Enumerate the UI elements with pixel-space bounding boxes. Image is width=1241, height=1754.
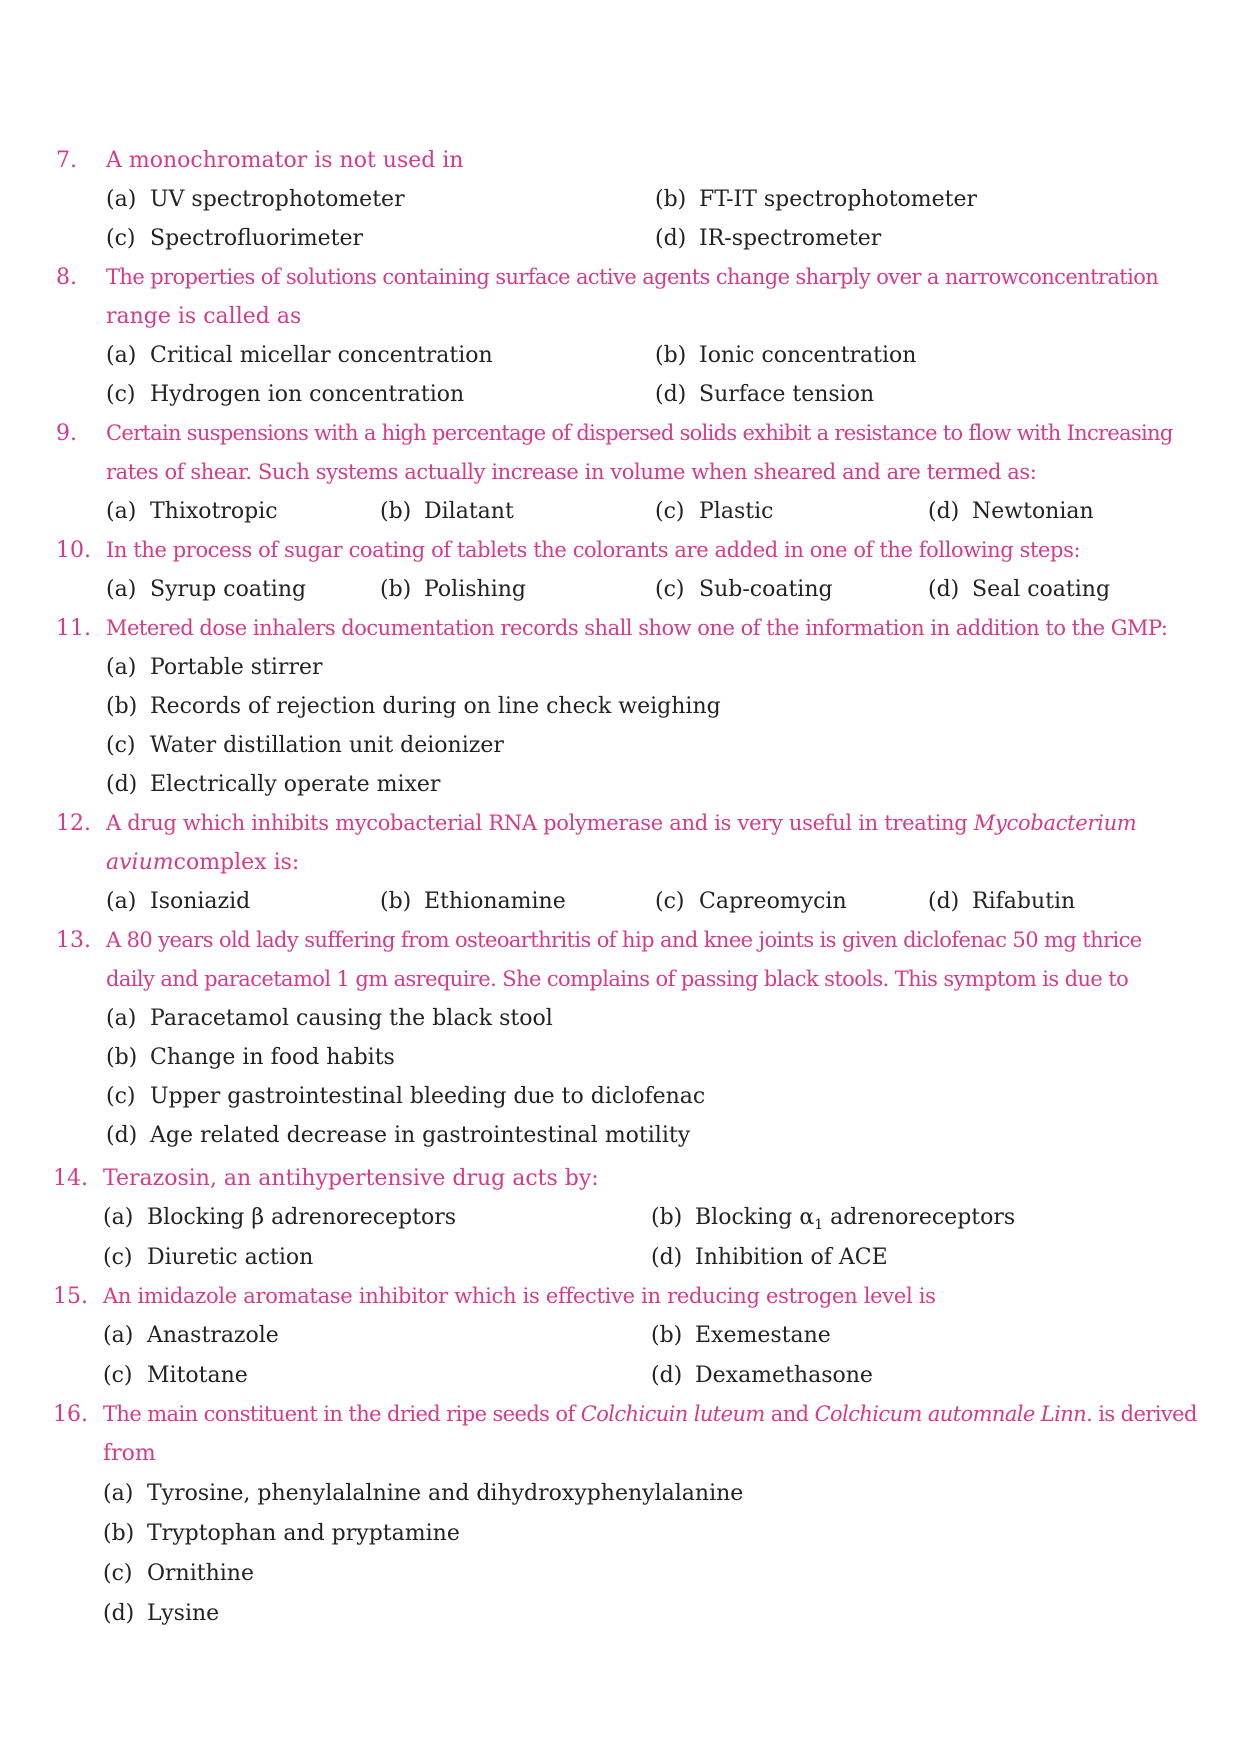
question-13-text-line2: daily and paracetamol 1 gm asrequire. She complains of passing black stools. This symptom is due to xyxy=(106,967,1129,991)
q9-option-a: (a) Thixotropic xyxy=(106,499,278,524)
question-14-text: Terazosin, an antihypertensive drug acts by: xyxy=(103,1166,599,1191)
q16-option-b: (b) Tryptophan and pryptamine xyxy=(103,1521,460,1546)
question-15-number: 15. xyxy=(53,1284,88,1309)
question-11-text: Metered dose inhalers documentation records shall show one of the information in addition to the GMP: xyxy=(106,616,1168,640)
question-12-text-line2: aviumcomplex is: xyxy=(106,850,300,875)
question-8-number: 8. xyxy=(56,265,77,290)
q14-option-c: (c) Diuretic action xyxy=(103,1245,314,1270)
q8-option-d: (d) Surface tension xyxy=(655,382,875,407)
question-11-number: 11. xyxy=(56,616,91,641)
q9-option-c: (c) Plastic xyxy=(655,499,774,524)
q14-option-b: (b) Blocking $\alpha_1$ adrenoreceptors xyxy=(651,1205,1016,1233)
question-16-number: 16. xyxy=(53,1402,88,1427)
q15-option-b: (b) Exemestane xyxy=(651,1323,831,1348)
q13-option-c: (c) Upper gastrointestinal bleeding due to diclofenac xyxy=(106,1084,706,1109)
q10-option-c: (c) Sub-coating xyxy=(655,577,833,602)
q11-option-a: (a) Portable stirrer xyxy=(106,655,323,680)
q7-option-a: (a) UV spectrophotometer xyxy=(106,187,405,212)
question-8-text-line1: The properties of solutions containing surface active agents change sharply over a narrowconcentration xyxy=(106,265,1159,289)
question-12-text-line1: A drug which inhibits mycobacterial RNA polymerase and is very useful in treating Mycobacterium xyxy=(106,811,1137,835)
q13-option-b: (b) Change in food habits xyxy=(106,1045,395,1070)
question-14-number: 14. xyxy=(53,1166,88,1191)
q12-option-a: (a) Isoniazid xyxy=(106,889,251,914)
question-8-text-line2: range is called as xyxy=(106,304,302,329)
q11-option-d: (d) Electrically operate mixer xyxy=(106,772,441,797)
question-13-number: 13. xyxy=(56,928,91,953)
q7-option-d: (d) IR-spectrometer xyxy=(655,226,882,251)
q10-option-d: (d) Seal coating xyxy=(928,577,1111,602)
q11-option-b: (b) Records of rejection during on line check weighing xyxy=(106,694,721,719)
question-7-number: 7. xyxy=(56,148,77,173)
q7-option-b: (b) FT-IT spectrophotometer xyxy=(655,187,978,212)
q8-option-b: (b) Ionic concentration xyxy=(655,343,917,368)
q14-option-d: (d) Inhibition of ACE xyxy=(651,1245,888,1270)
question-12-number: 12. xyxy=(56,811,91,836)
q16-option-d: (d) Lysine xyxy=(103,1601,220,1626)
question-13-text-line1: A 80 years old lady suffering from osteoarthritis of hip and knee joints is given diclofenac 50 mg thrice xyxy=(106,928,1142,952)
question-10-number: 10. xyxy=(56,538,91,563)
question-16-text-line2: from xyxy=(103,1441,156,1466)
q14-option-a: (a) Blocking β adrenoreceptors xyxy=(103,1205,457,1230)
question-10-text: In the process of sugar coating of tablets the colorants are added in one of the following steps: xyxy=(106,538,1081,562)
q11-option-c: (c) Water distillation unit deionizer xyxy=(106,733,504,758)
q15-option-a: (a) Anastrazole xyxy=(103,1323,279,1348)
q12-option-d: (d) Rifabutin xyxy=(928,889,1076,914)
q12-option-b: (b) Ethionamine xyxy=(380,889,566,914)
q15-option-d: (d) Dexamethasone xyxy=(651,1363,873,1388)
q10-option-a: (a) Syrup coating xyxy=(106,577,307,602)
q9-option-b: (b) Dilatant xyxy=(380,499,514,524)
q8-option-a: (a) Critical micellar concentration xyxy=(106,343,493,368)
q12-option-c: (c) Capreomycin xyxy=(655,889,847,914)
q9-option-d: (d) Newtonian xyxy=(928,499,1094,524)
question-15-text: An imidazole aromatase inhibitor which is effective in reducing estrogen level is xyxy=(103,1284,936,1308)
question-9-number: 9. xyxy=(56,421,77,446)
q16-option-c: (c) Ornithine xyxy=(103,1561,254,1586)
q13-option-d: (d) Age related decrease in gastrointestinal motility xyxy=(106,1123,691,1148)
q16-option-a: (a) Tyrosine, phenylalalnine and dihydroxyphenylalanine xyxy=(103,1481,744,1506)
q8-option-c: (c) Hydrogen ion concentration xyxy=(106,382,465,407)
question-16-text-line1: The main constituent in the dried ripe seeds of Colchicuin luteum and Colchicum automnale Linn. is derived xyxy=(103,1402,1197,1426)
q10-option-b: (b) Polishing xyxy=(380,577,526,602)
question-9-text-line2: rates of shear. Such systems actually increase in volume when sheared and are termed as: xyxy=(106,460,1037,484)
q13-option-a: (a) Paracetamol causing the black stool xyxy=(106,1006,553,1031)
question-7-text: A monochromator is not used in xyxy=(106,148,464,173)
q7-option-c: (c) Spectrofluorimeter xyxy=(106,226,363,251)
q15-option-c: (c) Mitotane xyxy=(103,1363,248,1388)
question-9-text-line1: Certain suspensions with a high percentage of dispersed solids exhibit a resistance to flow with Increasing xyxy=(106,421,1173,445)
